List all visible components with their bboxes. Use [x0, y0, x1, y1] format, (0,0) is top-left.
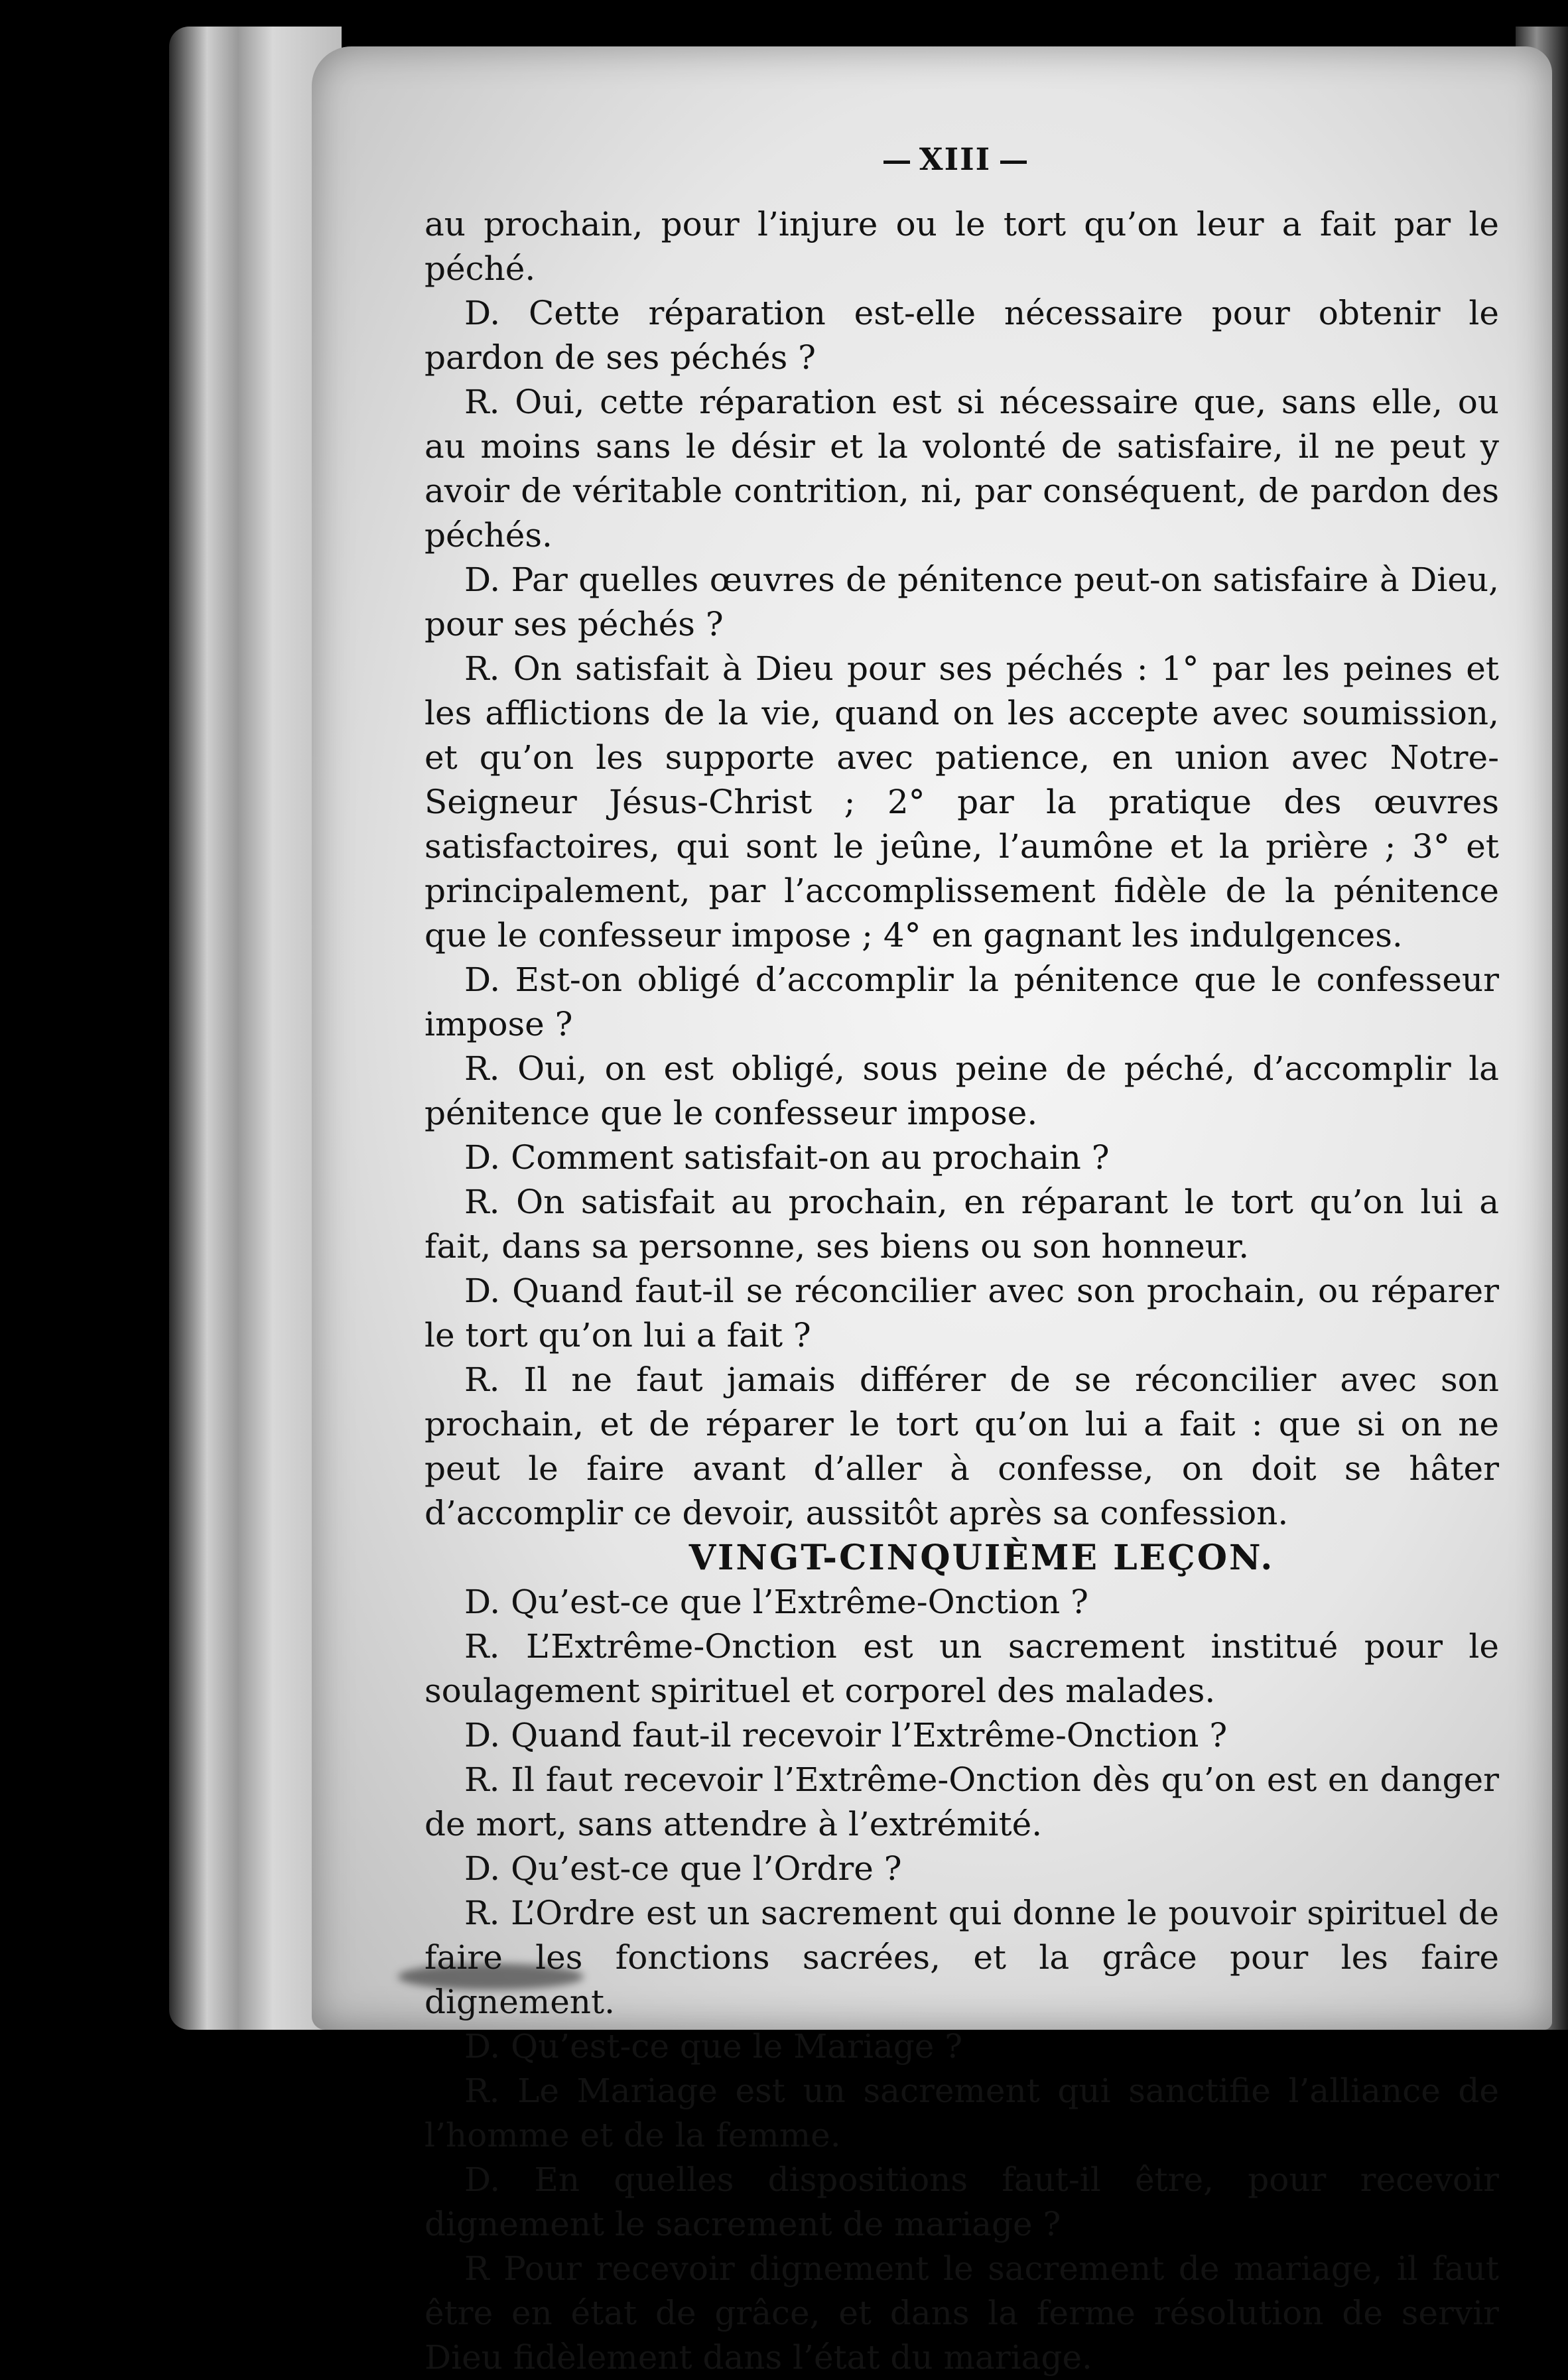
page-text [425, 202, 1499, 2380]
catechism-paragraph: D. Qu’est-ce que l’Extrême-Onction ? [464, 1583, 1088, 1621]
catechism-section-bottom [425, 1580, 1499, 2380]
header-dash-right [1000, 161, 1027, 164]
catechism-paragraph: D. Cette réparation est-elle nécessaire pour obtenir le pardon de ses péchés ? [425, 294, 1499, 377]
catechism-section-top [425, 202, 1499, 1536]
page-header [822, 141, 1088, 177]
catechism-paragraph: R. On satisfait à Dieu pour ses péchés : 1° par les peines et les afflictions de la vie, quand on les accepte avec soumission, et qu’on les supporte avec patience, en union avec Notre-Seigneur Jésus-Christ ; 2° par la pratique des œuvres satisfactoires, qui sont le jeûne, l’aumône et la prière ; 3° et principalement, par l’accomplissement fidèle de la pénitence que le confesseur impose ; 4° en gagnant les indulgences. [425, 649, 1499, 955]
catechism-paragraph: R. L’Extrême-Onction est un sacrement institué pour le soulagement spirituel et corporel des malades. [425, 1627, 1499, 1710]
catechism-paragraph: R. On satisfait au prochain, en réparant le tort qu’on lui a fait, dans sa personne, ses biens ou son honneur. [425, 1183, 1499, 1266]
catechism-paragraph: D. Est-on obligé d’accomplir la pénitence que le confesseur impose ? [425, 960, 1499, 1043]
page-number: XIII [919, 141, 992, 177]
catechism-paragraph: R Pour recevoir dignement le sacrement de mariage, il faut être en état de grâce, et dans la ferme résolution de servir Dieu fidèlement dans l’état du mariage. [425, 2249, 1499, 2377]
catechism-paragraph: R. Oui, cette réparation est si nécessaire que, sans elle, ou au moins sans le désir et la volonté de satisfaire, il ne peut y avoir de véritable contrition, ni, par conséquent, de pardon des péchés. [425, 383, 1499, 555]
catechism-paragraph: D. Quand faut-il se réconcilier avec son prochain, ou réparer le tort qu’on lui a fait ? [425, 1272, 1499, 1355]
catechism-paragraph: R. Oui, on est obligé, sous peine de péché, d’accomplir la pénitence que le confesseur impose. [425, 1049, 1499, 1132]
catechism-paragraph: D. Quand faut-il recevoir l’Extrême-Onction ? [464, 1716, 1228, 1754]
catechism-paragraph: au prochain, pour l’injure ou le tort qu’on leur a fait par le péché. [425, 205, 1499, 288]
catechism-paragraph: R. L’Ordre est un sacrement qui donne le pouvoir spirituel de faire les fonctions sacrées, et la grâce pour les faire dignement. [425, 1894, 1499, 2021]
catechism-paragraph: R. Il ne faut jamais différer de se réconcilier avec son prochain, et de réparer le tort qu’on lui a fait : que si on ne peut le faire avant d’aller à confesse, on doit se hâter d’accomplir ce devoir, aussitôt après sa confession. [425, 1360, 1499, 1532]
catechism-paragraph: D. Qu’est-ce que le Mariage ? [464, 2027, 963, 2066]
catechism-paragraph: D. En quelles dispositions faut-il être, pour recevoir dignement le sacrement de mariage ? [425, 2160, 1499, 2243]
catechism-paragraph: R. Le Mariage est un sacrement qui sanctifie l’alliance de l’homme et de la femme. [425, 2072, 1499, 2154]
header-dash-left [883, 161, 910, 164]
catechism-paragraph: D. Par quelles œuvres de pénitence peut-on satisfaire à Dieu, pour ses péchés ? [425, 561, 1499, 643]
lesson-title: VINGT-CINQUIÈME LEÇON. [688, 1538, 1275, 1578]
catechism-paragraph: D. Qu’est-ce que l’Ordre ? [464, 1849, 902, 1888]
catechism-paragraph: D. Comment satisfait-on au prochain ? [464, 1138, 1110, 1177]
catechism-paragraph: R. Il faut recevoir l’Extrême-Onction dès qu’on est en danger de mort, sans attendre à l’extrémité. [425, 1760, 1499, 1843]
